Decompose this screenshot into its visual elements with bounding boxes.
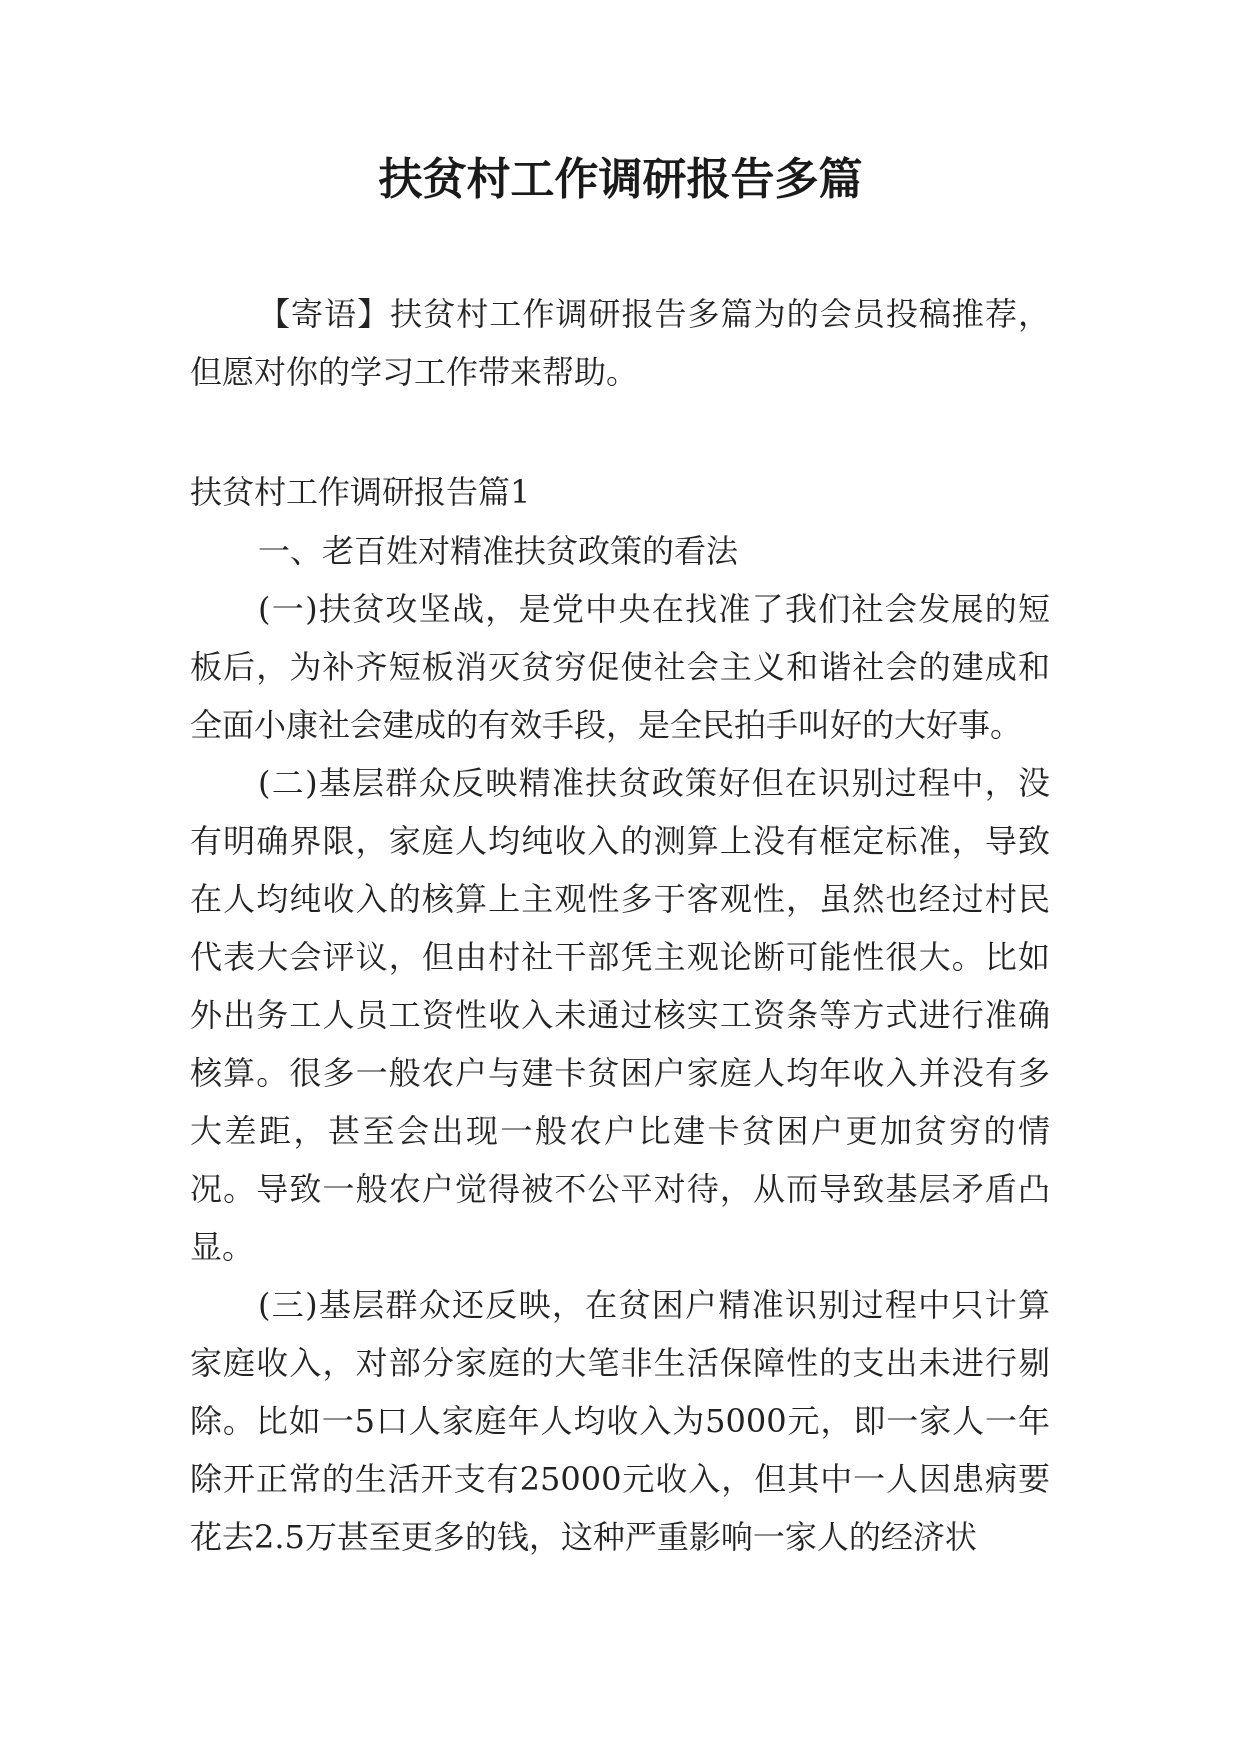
section-content [190, 522, 1050, 1566]
paragraph-3: (三)基层群众还反映，在贫困户精准识别过程中只计算家庭收入，对部分家庭的大笔非生活保障性的支出未进行剔除。比如一5口人家庭年人均收入为5000元，即一家人一年除开正常的生活开支有25000元收入，但其中一人因患病要花去2.5万甚至更多的钱，这种严重影响一家人的经济状 [190, 1286, 1050, 1556]
intro-paragraph: 【寄语】扶贫村工作调研报告多篇为的会员投稿推荐，但愿对你的学习工作带来帮助。 [190, 295, 1050, 391]
document-title: 扶贫村工作调研报告多篇 [378, 154, 863, 205]
paragraph-2: (二)基层群众反映精准扶贫政策好但在识别过程中，没有明确界限，家庭人均纯收入的测算上没有框定标准，导致在人均纯收入的核算上主观性多于客观性，虽然也经过村民代表大会评议，但由村社干部凭主观论断可能性很大。比如外出务工人员工资性收入未通过核实工资条等方式进行准确核算。很多一般农户与建卡贫困户家庭人均年收入并没有多大差距，甚至会出现一般农户比建卡贫困户更加贫穷的情况。导致一般农户觉得被不公平对待，从而导致基层矛盾凸显。 [190, 764, 1050, 1266]
subsection-heading: 一、老百姓对精准扶贫政策的看法 [258, 532, 739, 570]
paragraph-1: (一)扶贫攻坚战，是党中央在找准了我们社会发展的短板后，为补齐短板消灭贫穷促使社会主义和谐社会的建成和全面小康社会建成的有效手段，是全民拍手叫好的大好事。 [190, 590, 1050, 744]
section-heading: 扶贫村工作调研报告篇1 [190, 473, 531, 511]
